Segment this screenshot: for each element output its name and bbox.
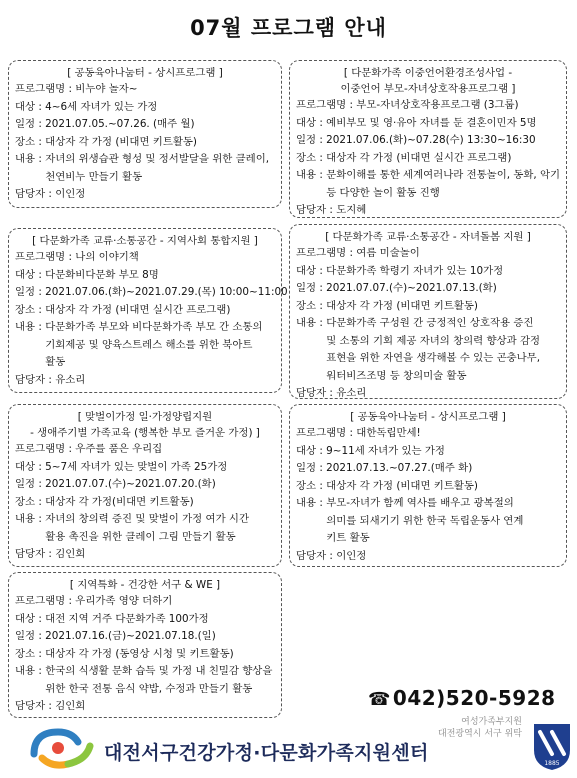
program-content: [296, 495, 560, 548]
content-line: 위한 한국 전통 음식 약밥, 수정과 만들기 활동: [45, 682, 253, 695]
program-manager: 담당자 : 이인정: [296, 549, 367, 562]
content-line: 자녀의 창의력 증진 및 맞벌이 가정 여가 시간: [45, 513, 249, 525]
program-box: [289, 224, 567, 399]
program-target: 대상 : 4~6세 자녀가 있는 가정: [15, 100, 158, 113]
program-place: 장소 : 대상자 각 가정 (비대면 실시간 프로그램): [296, 151, 512, 164]
content-line: 다문화가족 구성원 간 긍정적인 상호작용 증진: [326, 317, 534, 329]
program-place: 장소 : 대상자 각 가정 (비대면 키트활동): [15, 135, 197, 148]
program-target: 대상 : 다문화비다문화 부모 8명: [15, 268, 159, 281]
content-label: 내용 :: [15, 321, 46, 333]
phone-number: [368, 686, 556, 710]
content-line: 등 다양한 놀이 활동 진행: [326, 186, 440, 199]
content-line: 기회제공 및 양육스트레스 해소를 위한 북아트: [45, 338, 253, 351]
program-place: 장소 : 대상자 각 가정(비대면 키트활동): [15, 495, 194, 508]
program-box: [8, 572, 282, 718]
center-name: 대전서구건강가정·다문화가족지원센터: [104, 742, 429, 764]
page-title: 07월 프로그램 안내: [190, 16, 387, 40]
phone-icon: ☎: [368, 689, 391, 710]
program-box: [8, 228, 288, 393]
program-category: [ 공동육아나눔터 - 상시프로그램 ]: [350, 411, 506, 423]
content-label: 내용 :: [296, 317, 327, 329]
phone-text: 042)520-5928: [392, 686, 556, 710]
program-schedule: 일정 : 2021.07.06.(화)~2021.07.29.(목) 10:00~11:00: [15, 286, 288, 298]
program-content: [15, 511, 275, 546]
program-content: [296, 167, 560, 202]
program-manager: 담당자 : 유소리: [15, 373, 86, 386]
program-schedule: 일정 : 2021.07.16.(금)~2021.07.18.(일): [15, 630, 216, 642]
program-schedule: 일정 : 2021.07.06.(화)~07.28(수) 13:30~16:30: [296, 134, 536, 146]
program-manager: 담당자 : 김인희: [15, 548, 86, 560]
program-target: 대상 : 예비부모 및 영·유아 자녀를 둔 결혼이민자 5명: [296, 116, 537, 129]
program-category: [ 다문화가족 교류·소통공간 - 지역사회 통합지원 ]: [32, 235, 258, 247]
program-target: 대상 : 5~7세 자녀가 있는 맞벌이 가족 25가정: [15, 460, 228, 473]
content-line: 및 소통의 기회 제공 자녀의 창의력 향상과 감정: [326, 334, 541, 347]
content-line: 의미를 되새기기 위한 한국 독립운동사 연계: [326, 514, 524, 527]
program-program: 프로그램명 : 여름 미술놀이: [296, 247, 420, 259]
program-program: 프로그램명 : 우리가족 영양 더하기: [15, 595, 173, 607]
content-line: 활용 촉진을 위한 클레이 그림 만들기 활동: [45, 530, 236, 543]
sponsor-sub-text: 대전광역시 서구 위탁: [438, 729, 522, 739]
content-label: 내용 :: [15, 665, 46, 677]
program-manager: 담당자 : 유소리: [296, 387, 367, 399]
program-manager: 담당자 : 김인희: [15, 700, 86, 712]
content-line: 문화이해를 통한 세계여러나라 전통놀이, 동화, 악기: [326, 169, 561, 181]
program-program: 프로그램명 : 대한독립만세!: [296, 427, 421, 439]
content-label: 내용 :: [296, 497, 327, 509]
program-place: 장소 : 대상자 각 가정 (비대면 키트활동): [296, 299, 478, 312]
program-category: [ 다문화가족 이중언어환경조성사업 -: [343, 67, 513, 79]
sponsor-text: 여성가족부지원: [461, 717, 522, 727]
program-content: [15, 151, 275, 186]
program-box: [289, 404, 567, 567]
content-line: 워터비즈조명 등 창의미술 활동: [326, 369, 467, 382]
content-label: 내용 :: [15, 153, 46, 165]
program-category: - 생애주기별 가족교육 (행복한 부모 즐거운 가정) ]: [30, 427, 260, 439]
program-target: 대상 : 다문화가족 학령기 자녀가 있는 10가정: [296, 264, 504, 277]
program-category: [ 맞벌이가정 일·가정양립지원: [77, 411, 213, 423]
program-content: [15, 663, 275, 698]
program-place: 장소 : 대상자 각 가정 (비대면 키트활동): [296, 479, 478, 492]
content-line: 활동: [45, 356, 66, 368]
emblem-year: 1885: [544, 760, 560, 767]
program-target: 대상 : 대전 지역 거주 다문화가족 100가정: [15, 612, 209, 625]
program-schedule: 일정 : 2021.07.13.~07.27.(매주 화): [296, 462, 473, 474]
program-program: 프로그램명 : 우주를 품은 우리집: [15, 443, 163, 455]
program-content: [296, 315, 560, 385]
program-box: [8, 60, 282, 208]
program-program: 프로그램명 : 비누야 놀자~: [15, 83, 138, 95]
content-line: 천연비누 만들기 활동: [45, 170, 143, 183]
program-box: [8, 404, 282, 567]
program-manager: 담당자 : 이인정: [15, 188, 86, 200]
program-schedule: 일정 : 2021.07.07.(수)~2021.07.13.(화): [296, 282, 497, 294]
program-schedule: 일정 : 2021.07.07.(수)~2021.07.20.(화): [15, 478, 216, 490]
program-schedule: 일정 : 2021.07.05.~07.26. (매주 월): [15, 118, 195, 130]
program-place: 장소 : 대상자 각 가정 (동영상 시청 및 키트활동): [15, 647, 234, 660]
program-content: [15, 319, 275, 372]
emblem-icon: [532, 720, 572, 772]
program-manager: 담당자 : 도지혜: [296, 204, 367, 216]
content-line: 표현을 위한 자연을 생각해볼 수 있는 곤충나무,: [326, 352, 541, 364]
center-logo-icon: [28, 724, 100, 772]
program-category: 이중언어 부모-자녀상호작용프로그램 ]: [340, 83, 516, 95]
program-place: 장소 : 대상자 각 가정 (비대면 실시간 프로그램): [15, 303, 231, 316]
program-box: [289, 60, 567, 218]
program-category: [ 지역특화 - 건강한 서구 & WE ]: [69, 579, 221, 591]
program-target: 대상 : 9~11세 자녀가 있는 가정: [296, 444, 445, 457]
program-category: [ 다문화가족 교류·소통공간 - 자녀돌봄 지원 ]: [325, 231, 531, 243]
content-line: 다문화가족 부모와 비다문화가족 부모 간 소통의: [45, 321, 263, 333]
content-line: 키트 활동: [326, 532, 370, 544]
content-line: 한국의 식생활 문화 습득 및 가정 내 친밀감 향상을: [45, 665, 273, 677]
content-label: 내용 :: [296, 169, 327, 181]
program-program: 프로그램명 : 나의 이야기책: [15, 251, 139, 263]
content-label: 내용 :: [15, 513, 46, 525]
program-category: [ 공동육아나눔터 - 상시프로그램 ]: [67, 67, 223, 79]
content-line: 자녀의 위생습관 형성 및 정서발달을 위한 클레이,: [45, 153, 270, 165]
program-program: 프로그램명 : 부모-자녀상호작용프로그램 (3그룹): [296, 99, 519, 111]
content-line: 부모-자녀가 함께 역사를 배우고 광복절의: [326, 497, 514, 509]
